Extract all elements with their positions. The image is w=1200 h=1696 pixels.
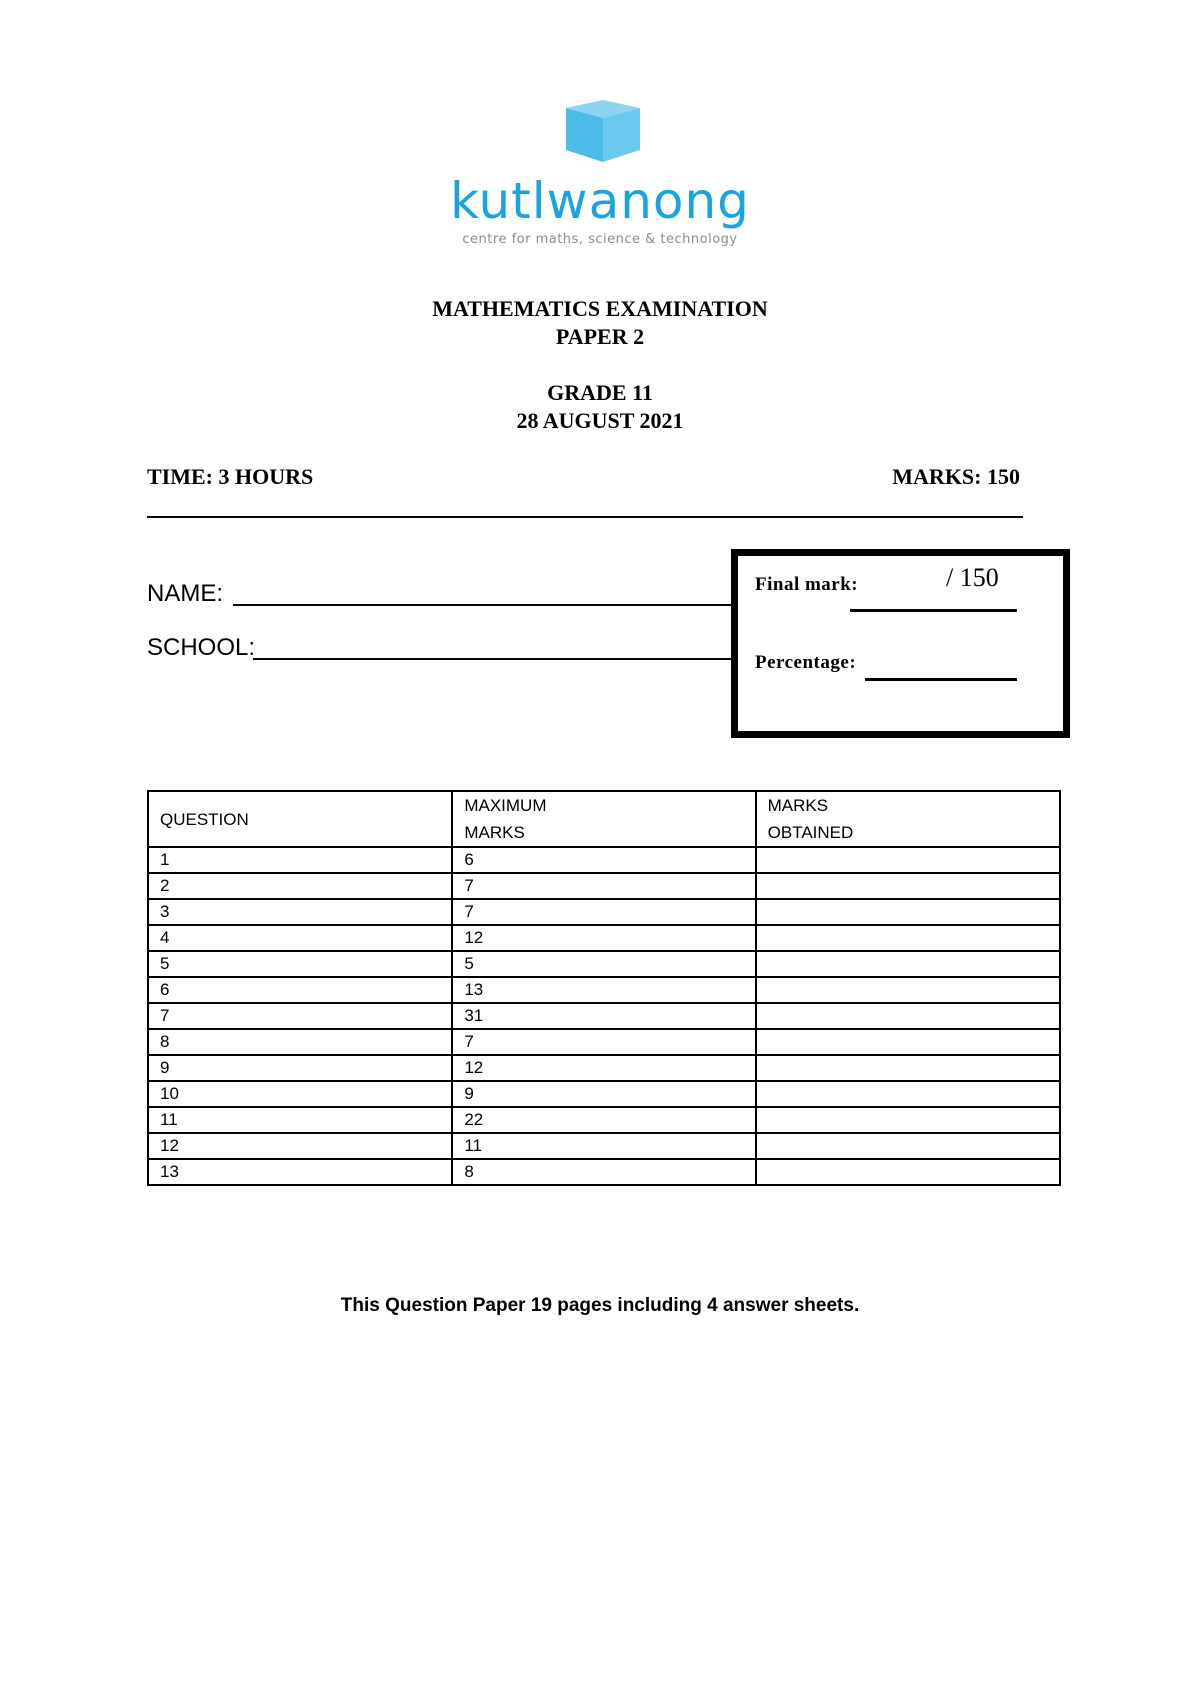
marks-obtained-cell[interactable]: [756, 977, 1060, 1003]
maximum-marks-cell: 6: [452, 847, 755, 873]
table-row: [148, 899, 1060, 925]
maximum-marks-cell: 7: [452, 1029, 755, 1055]
exam-time: TIME: 3 HOURS: [147, 464, 314, 489]
logo-tagline: centre for maths, science & technology: [462, 232, 738, 247]
table-row: [148, 1107, 1060, 1133]
marks-obtained-cell[interactable]: [756, 1055, 1060, 1081]
question-number-cell: 12: [148, 1133, 452, 1159]
question-number-cell: 7: [148, 1003, 452, 1029]
question-number-cell: 8: [148, 1029, 452, 1055]
table-row: [148, 847, 1060, 873]
marks-obtained-cell[interactable]: [756, 1133, 1060, 1159]
marks-obtained-cell[interactable]: [756, 1107, 1060, 1133]
maximum-marks-cell: 12: [452, 925, 755, 951]
footer-note: This Question Paper 19 pages including 4 answer sheets.: [340, 1295, 860, 1316]
table-row: [148, 1003, 1060, 1029]
question-number-cell: 9: [148, 1055, 452, 1081]
marks-obtained-cell[interactable]: [756, 1029, 1060, 1055]
question-number-cell: 4: [148, 925, 452, 951]
maximum-marks-cell: 12: [452, 1055, 755, 1081]
table-row: [148, 1159, 1060, 1185]
table-row: [148, 873, 1060, 899]
marks-obtained-cell[interactable]: [756, 847, 1060, 873]
grade: GRADE 11: [547, 380, 653, 405]
marks-obtained-cell[interactable]: [756, 899, 1060, 925]
table-row: [148, 951, 1060, 977]
percentage-field[interactable]: [865, 678, 1017, 681]
maximum-marks-cell: 22: [452, 1107, 755, 1133]
paper-number: PAPER 2: [555, 324, 645, 349]
maximum-marks-cell: 31: [452, 1003, 755, 1029]
table-row: [148, 1055, 1060, 1081]
table-row: [148, 1081, 1060, 1107]
logo-wordmark: kutlwanong: [450, 172, 750, 230]
name-field[interactable]: [233, 604, 731, 606]
question-number-cell: 10: [148, 1081, 452, 1107]
school-field[interactable]: [253, 658, 731, 660]
question-number-cell: 5: [148, 951, 452, 977]
question-number-cell: 6: [148, 977, 452, 1003]
exam-title: MATHEMATICS EXAMINATION: [432, 296, 768, 321]
table-row: [148, 1029, 1060, 1055]
question-number-cell: 1: [148, 847, 452, 873]
final-mark-label: Final mark:: [755, 574, 859, 595]
maximum-marks-cell: 13: [452, 977, 755, 1003]
question-number-cell: 2: [148, 873, 452, 899]
column-header-question: QUESTION: [148, 791, 452, 847]
exam-marks: MARKS: 150: [892, 464, 1020, 489]
maximum-marks-cell: 5: [452, 951, 755, 977]
divider: [147, 516, 1023, 518]
marks-table: [147, 790, 1061, 1186]
cube-icon: [560, 98, 646, 164]
column-header-marks-obtained: MARKS OBTAINED: [756, 791, 1060, 847]
school-label: SCHOOL:: [147, 634, 256, 661]
column-header-maximum-marks: MAXIMUM MARKS: [452, 791, 755, 847]
marks-obtained-cell[interactable]: [756, 1081, 1060, 1107]
question-number-cell: 13: [148, 1159, 452, 1185]
marks-obtained-cell[interactable]: [756, 1003, 1060, 1029]
total-marks: / 150: [946, 563, 999, 592]
marks-obtained-cell[interactable]: [756, 1159, 1060, 1185]
maximum-marks-cell: 9: [452, 1081, 755, 1107]
divider: [731, 733, 1070, 735]
final-mark-field[interactable]: [850, 609, 1017, 612]
table-row: [148, 925, 1060, 951]
table-row: [148, 1133, 1060, 1159]
percentage-label: Percentage:: [755, 652, 857, 673]
maximum-marks-cell: 7: [452, 899, 755, 925]
marks-obtained-cell[interactable]: [756, 873, 1060, 899]
maximum-marks-cell: 11: [452, 1133, 755, 1159]
marks-obtained-cell[interactable]: [756, 925, 1060, 951]
question-number-cell: 3: [148, 899, 452, 925]
maximum-marks-cell: 7: [452, 873, 755, 899]
question-number-cell: 11: [148, 1107, 452, 1133]
marks-obtained-cell[interactable]: [756, 951, 1060, 977]
maximum-marks-cell: 8: [452, 1159, 755, 1185]
table-header-row: [148, 791, 1060, 847]
name-label: NAME:: [147, 580, 224, 607]
table-row: [148, 977, 1060, 1003]
exam-date: 28 AUGUST 2021: [516, 408, 684, 433]
